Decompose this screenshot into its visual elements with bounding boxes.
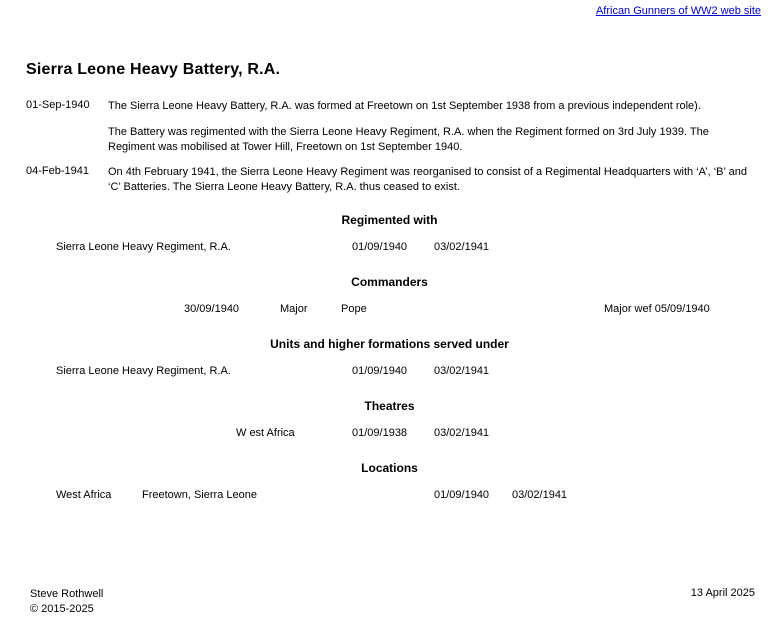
row-to-date: 03/02/1941 — [512, 489, 568, 501]
table-row — [16, 365, 763, 381]
row-from-date: 01/09/1940 — [352, 241, 408, 253]
row-unit: Sierra Leone Heavy Regiment, R.A. — [56, 365, 231, 377]
footer-date: 13 April 2025 — [690, 587, 755, 599]
section-units-higher-formations — [16, 337, 763, 381]
page-title: Sierra Leone Heavy Battery, R.A. — [26, 61, 281, 78]
section-regimented-with — [16, 213, 763, 257]
african-gunners-link[interactable]: African Gunners of WW2 web site — [595, 5, 761, 17]
entry-body — [108, 165, 753, 195]
row-to-date: 03/02/1941 — [434, 241, 490, 253]
top-link-row — [16, 0, 763, 17]
row-date: 30/09/1940 — [184, 303, 240, 315]
row-name: Pope — [341, 303, 367, 315]
row-theatre: W est Africa — [236, 427, 295, 439]
section-title: Locations — [361, 461, 418, 475]
row-rank: Major — [280, 303, 308, 315]
row-from-date: 01/09/1940 — [352, 365, 408, 377]
section-title: Units and higher formations served under — [270, 337, 509, 351]
row-to-date: 03/02/1941 — [434, 365, 490, 377]
row-to-date: 03/02/1941 — [434, 427, 490, 439]
row-notes: Major wef 05/09/1940 — [604, 303, 710, 315]
footer-left — [30, 587, 103, 617]
entry-date: 04-Feb-1941 — [26, 165, 89, 177]
row-unit: Sierra Leone Heavy Regiment, R.A. — [56, 241, 231, 253]
row-from-date: 01/09/1940 — [434, 489, 490, 501]
row-location: Freetown, Sierra Leone — [142, 489, 257, 501]
history-entries — [26, 99, 763, 195]
history-entry — [26, 99, 763, 155]
entry-paragraph: On 4th February 1941, the Sierra Leone Heavy Regiment was reorganised to consist of a Regimental Headquarters with ‘A’, ‘B’ and ‘C’ Batteries. The Sierra Leone Heavy Battery, R.A. thus ceased to exist. — [108, 166, 747, 193]
section-title: Theatres — [364, 399, 415, 413]
row-from-date: 01/09/1938 — [352, 427, 408, 439]
section-title: Regimented with — [341, 213, 438, 227]
table-row — [16, 303, 763, 319]
section-title: Commanders — [351, 275, 428, 289]
footer-copyright: © 2015-2025 — [30, 603, 94, 615]
table-row — [16, 241, 763, 257]
entry-body — [108, 99, 753, 155]
section-locations — [16, 461, 763, 505]
entry-paragraph: The Sierra Leone Heavy Battery, R.A. was formed at Freetown on 1st September 1938 from a previous independent role). — [108, 100, 701, 112]
section-theatres — [16, 399, 763, 443]
row-region: West Africa — [56, 489, 112, 501]
section-commanders — [16, 275, 763, 319]
footer-author: Steve Rothwell — [30, 588, 104, 600]
table-row — [16, 427, 763, 443]
entry-date: 01-Sep-1940 — [26, 99, 90, 111]
entry-paragraph: The Battery was regimented with the Sierra Leone Heavy Regiment, R.A. when the Regiment formed on 3rd July 1939. The Regiment was mobilised at Tower Hill, Freetown on 1st September 1940. — [108, 126, 709, 153]
table-row — [16, 489, 763, 505]
history-entry — [26, 165, 763, 195]
